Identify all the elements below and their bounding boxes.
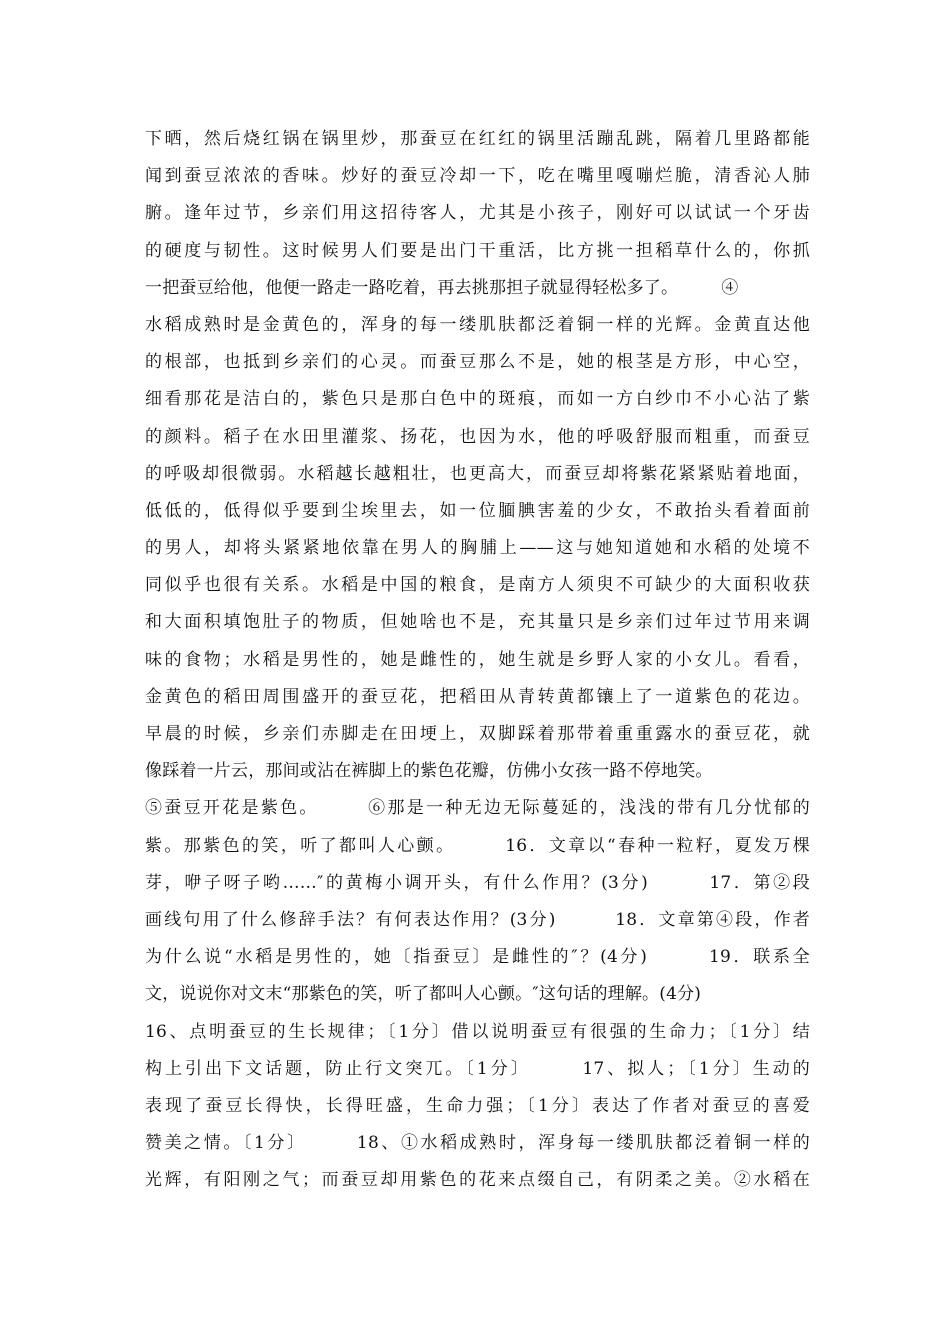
text-line: 芽，咿子呀子哟……″的黄梅小调开头，有什么作用？(3分) 17．第②段: [145, 872, 810, 893]
text-line: 和大面积填饱肚子的物质，但她啥也不是，充其量只是乡亲们过年过节用来调: [145, 612, 810, 633]
text-line: 的呼吸却很微弱。水稻越长越粗壮，也更高大，而蚕豆却将紫花紧紧贴着地面，: [145, 463, 810, 484]
text-line: 文，说说你对文末“那紫色的笑，听了都叫人心颤。″这句话的理解。(4分): [145, 984, 702, 1005]
text-line: 味的食物；水稻是男性的，她是雌性的，她生就是乡野人家的小女儿。看看，: [145, 649, 810, 670]
text-line: 腑。逢年过节，乡亲们用这招待客人，尤其是小孩子，刚好可以试试一个牙齿: [145, 203, 810, 224]
text-line: 细看那花是洁白的，紫色只是那白色中的斑痕，而如一方白纱巾不小心沾了紫: [145, 389, 810, 410]
text-line: 金黄色的稻田周围盛开的蚕豆花，把稻田从青转黄都镶上了一道紫色的花边。: [145, 686, 810, 707]
text-line: 像踩着一片云，那间或沾在裤脚上的紫色花瓣，仿佛小女孩一路不停地笑。: [145, 761, 713, 782]
text-line: 的硬度与韧性。这时候男人们要是出门干重活，比方挑一担稻草什么的，你抓: [145, 240, 810, 261]
text-line: 水稻成熟时是金黄色的，浑身的每一缕肌肤都泛着铜一样的光辉。金黄直达他: [145, 314, 810, 335]
text-line: 为什么说“水稻是男性的，她〔指蚕豆〕是雌性的″？(4分) 19．联系全: [145, 947, 810, 968]
text-line: 赞美之情。〔1分〕 18、①水稻成熟时，浑身每一缕肌肤都泛着铜一样的: [145, 1133, 810, 1154]
text-line: 构上引出下文话题，防止行文突兀。〔1分〕 17、拟人；〔1分〕生动的: [145, 1058, 810, 1079]
text-line: 的颜料。稻子在水田里灌浆、扬花，也因为水，他的呼吸舒服而粗重，而蚕豆: [145, 426, 810, 447]
text-line: 的根部，也抵到乡亲们的心灵。而蚕豆那么不是，她的根茎是方形，中心空，: [145, 352, 810, 373]
text-line: 画线句用了什么修辞手法？有何表达作用？(3分) 18．文章第④段，作者: [145, 909, 810, 930]
text-line: 光辉，有阳刚之气；而蚕豆却用紫色的花来点缀自己，有阴柔之美。②水稻在: [145, 1170, 810, 1191]
text-line: 同似乎也很有关系。水稻是中国的粮食，是南方人须臾不可缺少的大面积收获: [145, 575, 810, 596]
text-line: 低低的，低得似乎要到尘埃里去，如一位腼腆害羞的少女，不敢抬头看着面前: [145, 500, 810, 521]
text-line: ⑤蚕豆开花是紫色。 ⑥那是一种无边无际蔓延的，浅浅的带有几分忧郁的: [145, 798, 810, 819]
body-text: [145, 121, 810, 1199]
text-line: 的男人，却将头紧紧地依靠在男人的胸脯上——这与她知道她和水稻的处境不: [145, 538, 810, 559]
text-line: 一把蚕豆给他，他便一路走一路吃着，再去挑那担子就显得轻松多了。 ④: [145, 277, 739, 298]
text-line: 16、点明蚕豆的生长规律；〔1分〕借以说明蚕豆有很强的生命力；〔1分〕结: [145, 1021, 810, 1042]
text-line: 下晒，然后烧红锅在锅里炒，那蚕豆在红红的锅里活蹦乱跳，隔着几里路都能: [145, 129, 810, 149]
text-line: 表现了蚕豆长得快，长得旺盛，生命力强；〔1分〕表达了作者对蚕豆的喜爱: [145, 1095, 810, 1116]
text-line: 紫。那紫色的笑，听了都叫人心颤。 16．文章以“春种一粒籽，夏发万棵: [145, 835, 810, 856]
text-line: 闻到蚕豆浓浓的香味。炒好的蚕豆冷却一下，吃在嘴里嘎嘣烂脆，清香沁人肺: [145, 166, 810, 187]
text-line: 早晨的时候，乡亲们赤脚走在田埂上，双脚踩着那带着重重露水的蚕豆花，就: [145, 724, 810, 744]
